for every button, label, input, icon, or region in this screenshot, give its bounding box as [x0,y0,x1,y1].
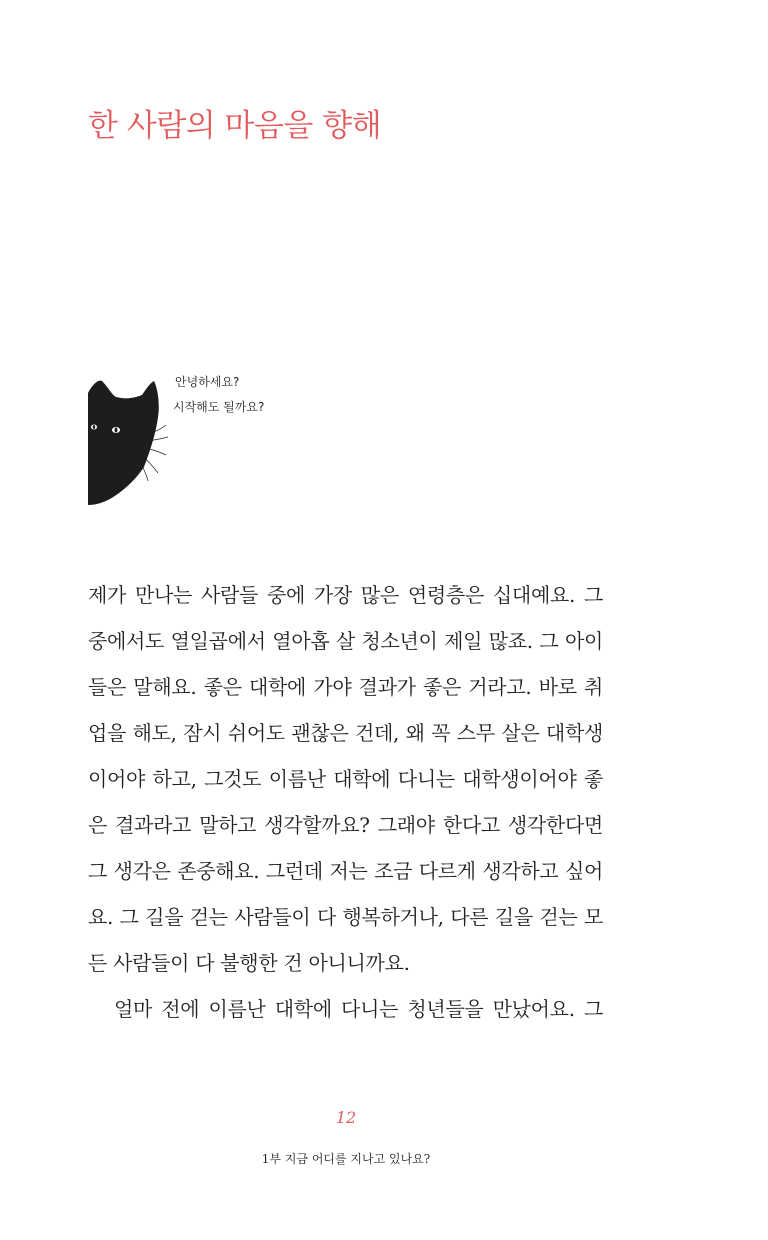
body-paragraph [88,572,603,1032]
body-line: 들은 말해요. 좋은 대학에 가야 결과가 좋은 거라고. 바로 취 [88,675,603,699]
greeting-line: 안녕하세요? [175,375,240,389]
body-line: 중에서도 열일곱에서 열아홉 살 청소년이 제일 많죠. 그 아이 [88,629,603,653]
body-line: 은 결과라고 말하고 생각할까요? 그래야 한다고 생각한다면 [88,813,603,837]
page-number: 12 [335,1108,357,1127]
body-line: 그 생각은 존중해요. 그런데 저는 조금 다르게 생각하고 싶어 [88,859,603,883]
body-line: 든 사람들이 다 불행한 건 아니니까요. [88,951,410,975]
body-line: 제가 만나는 사람들 중에 가장 많은 연령층은 십대예요. 그 [88,583,603,607]
body-line: 이어야 하고, 그것도 이름난 대학에 다니는 대학생이어야 좋 [88,767,603,791]
cat-greeting [173,370,264,420]
chapter-title: 한 사람의 마음을 향해 [88,108,382,144]
black-cat-illustration [88,375,168,505]
greeting-line: 시작해도 될까요? [173,400,265,414]
body-line: 업을 해도, 잠시 쉬어도 괜찮은 건데, 왜 꼭 스무 살은 대학생 [88,721,603,745]
body-line: 요. 그 길을 걷는 사람들이 다 행복하거나, 다른 길을 걷는 모 [88,905,603,929]
running-footer: 1부 지금 어디를 지나고 있나요? [261,1152,431,1166]
body-line: 얼마 전에 이름난 대학에 다니는 청년들을 만났어요. 그 [114,997,603,1021]
